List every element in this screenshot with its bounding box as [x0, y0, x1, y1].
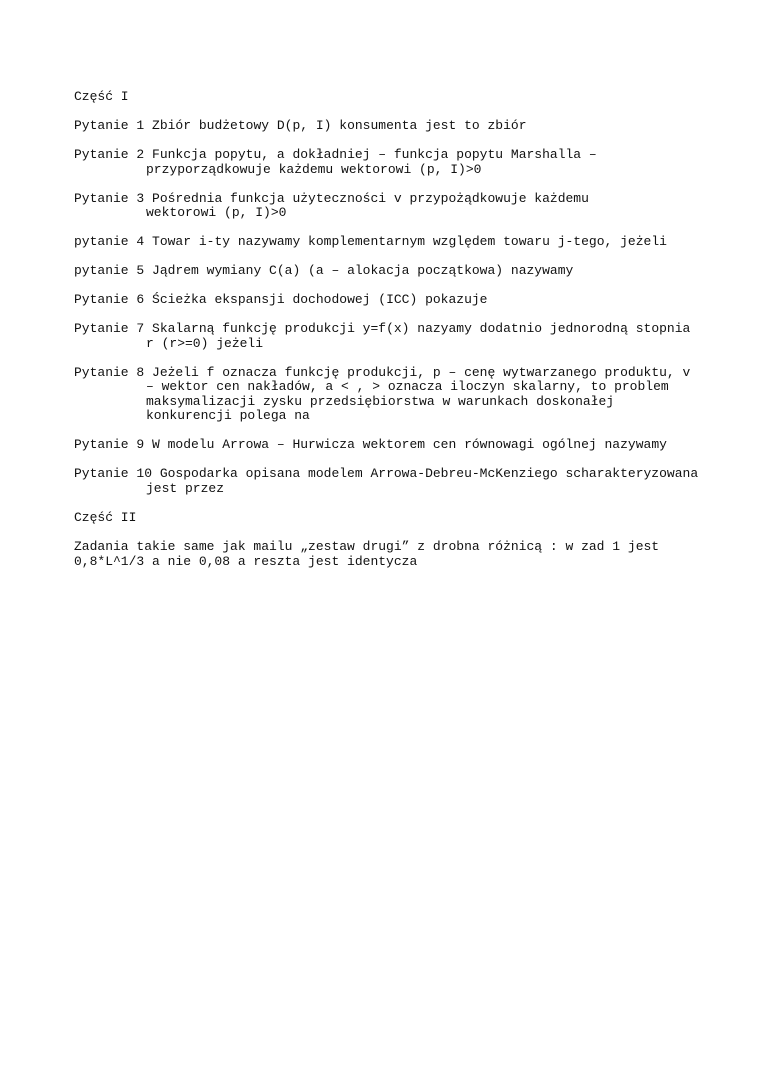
question-text: Towar i-ty nazywamy komplementarnym względem towaru j-tego, jeżeli: [152, 234, 667, 249]
question-text-continuation: konkurencji polega na: [146, 408, 310, 423]
question-10: [74, 467, 698, 482]
question-9: [74, 438, 667, 453]
question-label: Pytanie 2: [74, 147, 145, 162]
question-6: [74, 293, 488, 308]
question-text: Zbiór budżetowy D(p, I) konsumenta jest to zbiór: [152, 118, 527, 133]
question-label: pytanie 5: [74, 263, 145, 278]
question-text-continuation: przyporządkowuje każdemu wektorowi (p, I)>0: [146, 161, 482, 177]
part-2-heading: Część II: [74, 510, 137, 525]
question-4: [74, 235, 667, 250]
question-label: pytanie 4: [74, 234, 145, 249]
question-text: Skalarną funkcję produkcji y=f(x) nazyamy dodatnio jednorodną stopnia: [152, 321, 691, 336]
paragraph-line: Zadania takie same jak mailu „zestaw drugi” z drobna różnicą : w zad 1 jest: [74, 539, 660, 554]
question-label: Pytanie 7: [74, 321, 145, 336]
question-7: [74, 322, 690, 337]
question-5: [74, 264, 573, 279]
question-text: Gospodarka opisana modelem Arrowa-Debreu-McKenziego scharakteryzowana: [159, 466, 699, 481]
question-text-continuation: – wektor cen nakładów, a < , > oznacza iloczyn skalarny, to problem: [146, 379, 669, 394]
question-text: Ścieżka ekspansji dochodowej (ICC) pokazuje: [152, 292, 488, 307]
question-text-continuation: wektorowi (p, I)>0: [146, 205, 287, 220]
question-label: Pytanie 10: [74, 466, 153, 481]
part-2-paragraph: [74, 540, 659, 569]
question-text: Pośrednia funkcja użyteczności v przypożądkowuje każdemu: [152, 190, 589, 206]
paragraph-line: 0,8*L^1/3 a nie 0,08 a reszta jest identycza: [74, 553, 418, 569]
question-label: Pytanie 1: [74, 118, 145, 133]
question-text: Jądrem wymiany C(a) (a – alokacja początkowa) nazywamy: [152, 263, 574, 278]
question-label: Pytanie 6: [74, 292, 145, 307]
question-label: Pytanie 3: [74, 190, 145, 206]
question-text: Jeżeli f oznacza funkcję produkcji, p – cenę wytwarzanego produktu, v: [152, 364, 691, 380]
part-1-heading: Część I: [74, 89, 129, 104]
question-3: [74, 192, 589, 207]
question-label: Pytanie 8: [74, 364, 145, 380]
question-label: Pytanie 9: [74, 437, 145, 452]
question-text: Funkcja popytu, a dokładniej – funkcja popytu Marshalla –: [152, 147, 597, 162]
question-1: [74, 119, 527, 134]
question-text-continuation: maksymalizacji zysku przedsiębiorstwa w warunkach doskonałej: [146, 393, 615, 409]
question-text-continuation: r (r>=0) jeżeli: [146, 335, 264, 351]
question-2: [74, 148, 597, 163]
question-text: W modelu Arrowa – Hurwicza wektorem cen równowagi ogólnej nazywamy: [152, 437, 667, 452]
question-8: [74, 366, 690, 381]
question-text-continuation: jest przez: [146, 480, 225, 496]
